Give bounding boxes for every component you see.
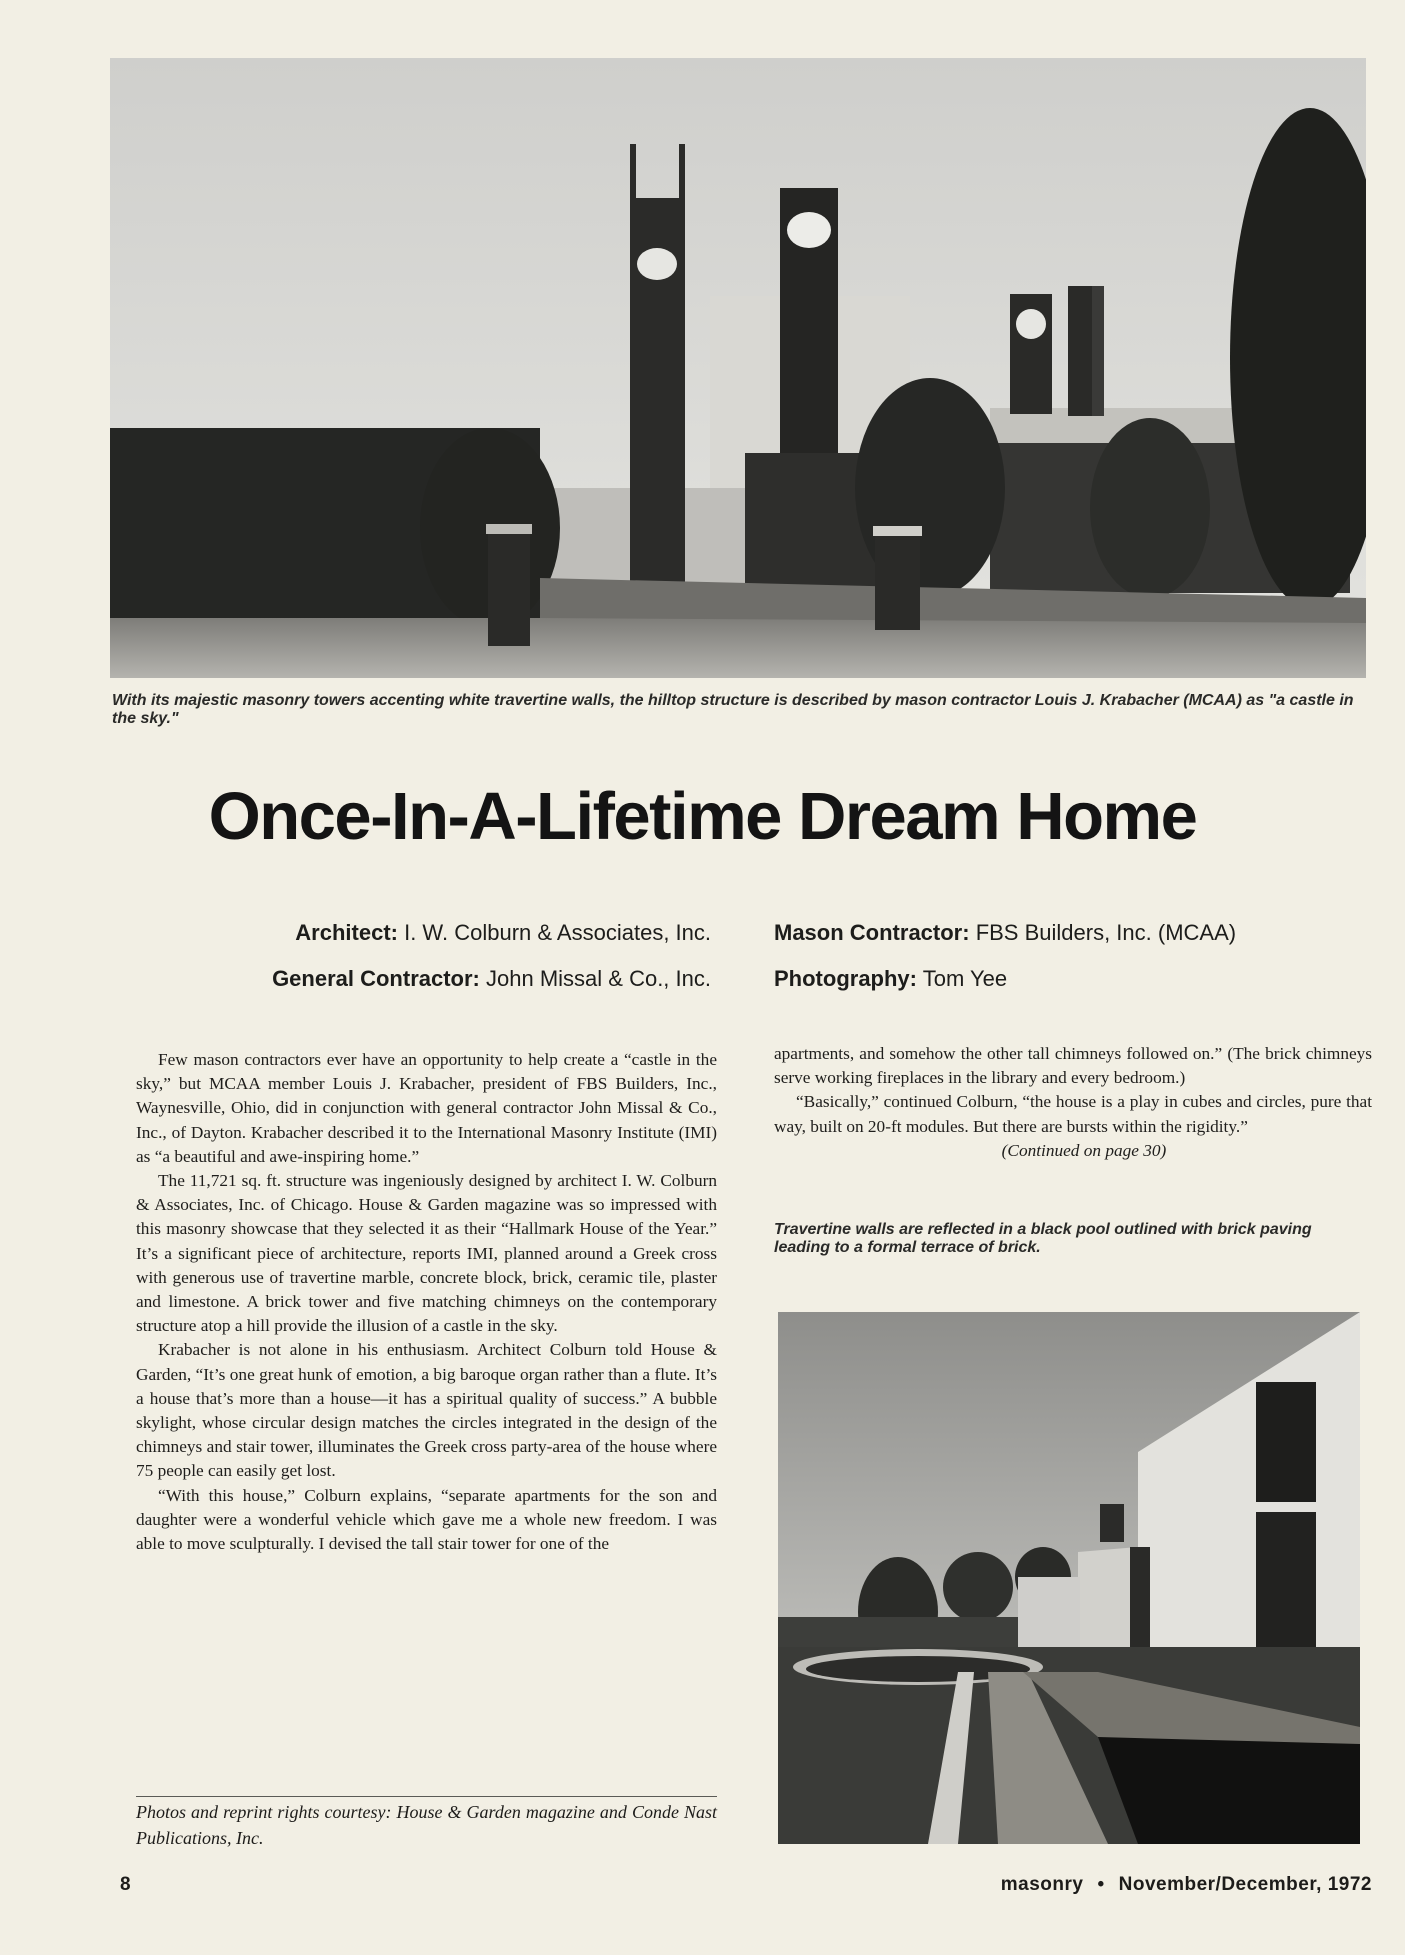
general-contractor-credit bbox=[272, 956, 711, 1002]
article-paragraph: The 11,721 sq. ft. structure was ingeniously designed by architect I. W. Colburn & Associates, Inc. of Chicago. House & Garden magazine was so impressed with this masonry showcase that they selected it as their “Hallmark House of the Year.” It’s a significant piece of architecture, reports IMI, planned around a Greek cross with generous use of travertine marble, concrete block, brick, ceramic tile, plaster and limestone. A brick tower and five matching chimneys on the contemporary structure atop a hill provide the illusion of a castle in the sky. bbox=[136, 1171, 717, 1336]
article-paragraph: “With this house,” Colburn explains, “separate apartments for the son and daughter were a wonderful vehicle which gave me a whole new freedom. I was able to move sculpturally. I devised the tall stair tower for one of the bbox=[136, 1485, 717, 1554]
photography-label: Photography: bbox=[774, 966, 917, 991]
footer-issue bbox=[1001, 1874, 1372, 1896]
page-number: 8 bbox=[120, 1874, 131, 1895]
top-photo-caption: With its majestic masonry towers accenting white travertine walls, the hilltop structure is described by mason contractor Louis J. Krabacher (MCAA) as "a castle in the sky." bbox=[112, 692, 1354, 727]
top-photo bbox=[110, 58, 1366, 678]
issue-date: November/December, 1972 bbox=[1118, 1874, 1372, 1895]
mason-contractor-credit bbox=[774, 910, 1236, 956]
mason-contractor-value: FBS Builders, Inc. (MCAA) bbox=[975, 920, 1237, 945]
bottom-photo bbox=[778, 1312, 1360, 1844]
general-contractor-value: John Missal & Co., Inc. bbox=[486, 966, 711, 991]
architect-label: Architect: bbox=[295, 920, 398, 945]
article-paragraph: “Basically,” continued Colburn, “the house is a play in cubes and circles, pure that way, built on 20-ft modules. But there are bursts within the rigidity.” bbox=[774, 1092, 1372, 1136]
credits-left bbox=[272, 910, 711, 1002]
bottom-photo-caption: Travertine walls are reflected in a black pool outlined with brick paving leading to a formal terrace of brick. bbox=[774, 1221, 1312, 1256]
article-column-left bbox=[136, 1048, 717, 1556]
photography-credit bbox=[774, 956, 1236, 1002]
page-title: Once-In-A-Lifetime Dream Home bbox=[208, 779, 1197, 854]
magazine-name: masonry bbox=[1000, 1874, 1084, 1895]
bullet-separator: • bbox=[1097, 1874, 1105, 1895]
photography-value: Tom Yee bbox=[922, 966, 1008, 991]
article-paragraph: Krabacher is not alone in his enthusiasm. Architect Colburn told House & Garden, “It’s one great hunk of emotion, a big baroque organ rather than a flute. It’s a house that’s more than a house—it has a spiritual quality of success.” A bubble skylight, whose circular design matches the circles integrated in the design of the chimneys and stair tower, illuminates the Greek cross party-area of the house where 75 people can easily get lost. bbox=[136, 1340, 717, 1481]
general-contractor-label: General Contractor: bbox=[272, 966, 480, 991]
architect-value: I. W. Colburn & Associates, Inc. bbox=[404, 920, 711, 945]
architect-credit bbox=[272, 910, 711, 956]
credits-right bbox=[774, 910, 1236, 1002]
article-column-right bbox=[774, 1042, 1372, 1163]
mason-contractor-label: Mason Contractor: bbox=[774, 920, 970, 945]
article-paragraph: apartments, and somehow the other tall chimneys followed on.” (The brick chimneys serve working fireplaces in the library and every bedroom.) bbox=[774, 1044, 1372, 1088]
photo-credit: Photos and reprint rights courtesy: House & Garden magazine and Conde Nast Publications, Inc. bbox=[136, 1796, 717, 1851]
castle-house-photo bbox=[110, 58, 1366, 678]
pool-terrace-photo bbox=[778, 1312, 1360, 1844]
article-paragraph: Few mason contractors ever have an opportunity to help create a “castle in the sky,” but MCAA member Louis J. Krabacher, president of FBS Builders, Inc., Waynesville, Ohio, did in conjunction with general contractor John Missal & Co., Inc., of Dayton. Krabacher described it to the International Masonry Institute (IMI) as “a beautiful and awe-inspiring home.” bbox=[136, 1050, 717, 1166]
continued-note: (Continued on page 30) bbox=[1001, 1140, 1167, 1160]
